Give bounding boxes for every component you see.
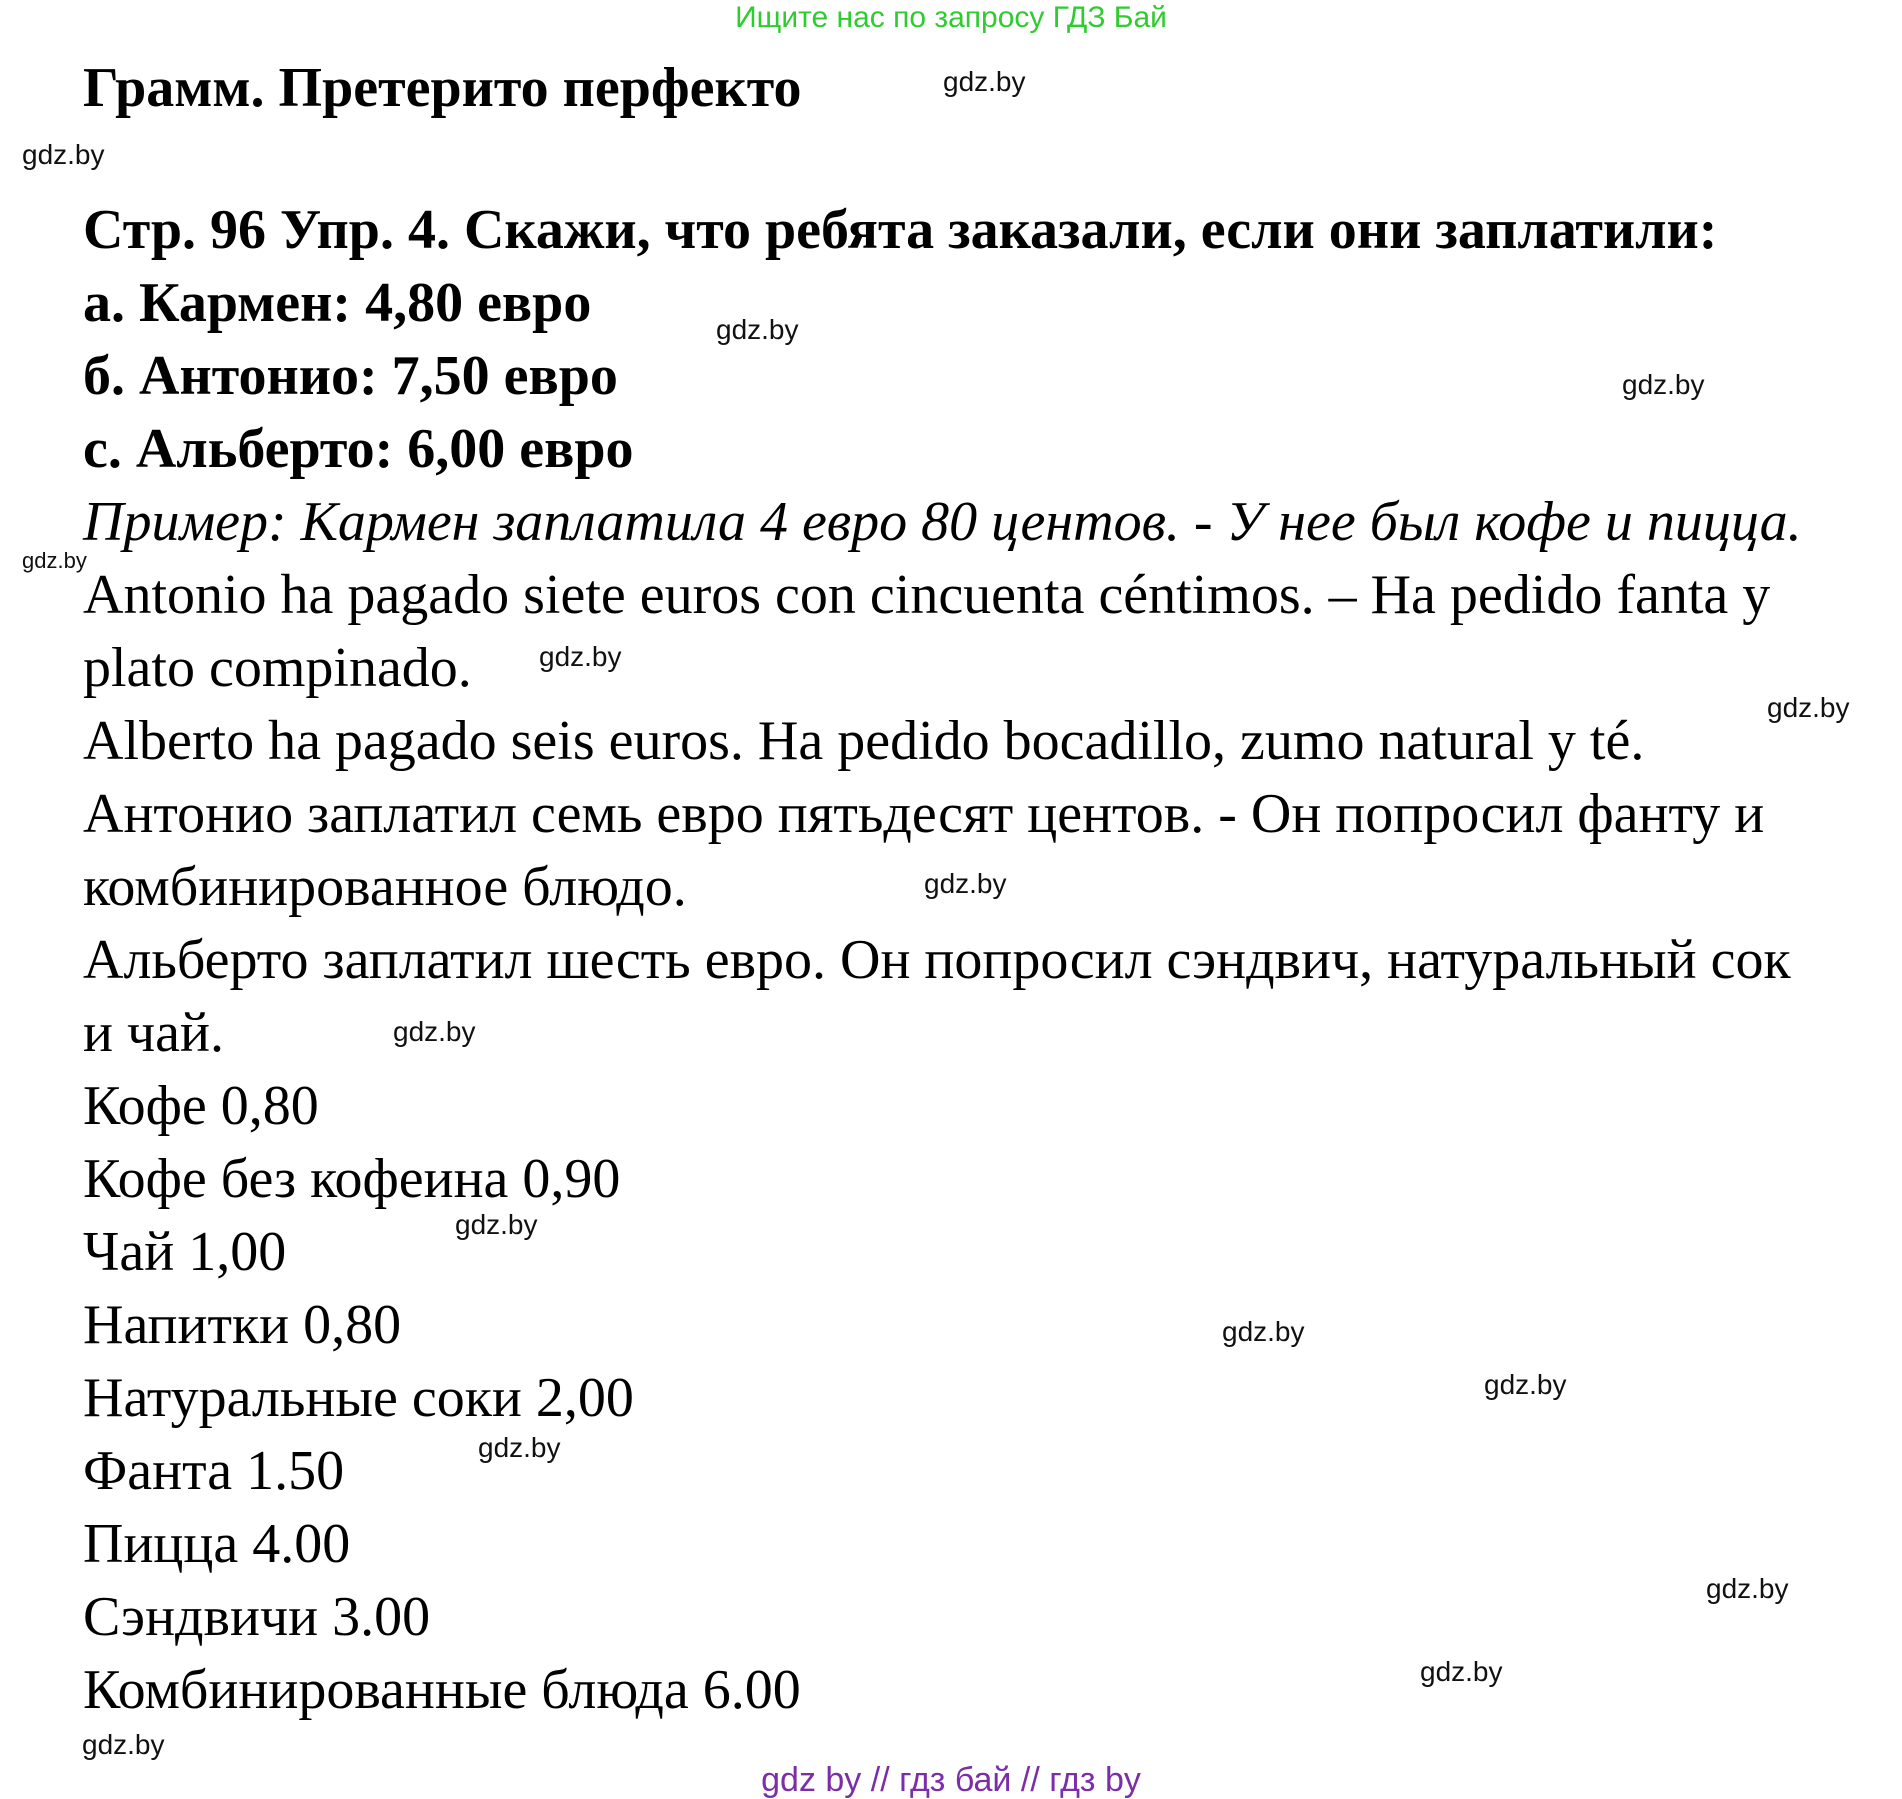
menu-item: Сэндвичи 3.00 [83, 1586, 431, 1648]
watermark: gdz.by [82, 1729, 165, 1760]
footer-links: gdz by // гдз бай // гдз by [761, 1761, 1141, 1799]
watermark: gdz.by [539, 641, 622, 672]
watermark: gdz.by [455, 1209, 538, 1240]
menu-item: Напитки 0,80 [83, 1294, 402, 1356]
answer-line: и чай. [83, 1002, 224, 1064]
watermark: gdz.by [1622, 369, 1705, 400]
answer-line: Антонио заплатил семь евро пятьдесят центов. - Он попросил фанту и [83, 783, 1765, 845]
answer-line: комбинированное блюдо. [83, 856, 687, 918]
exercise-header: Стр. 96 Упр. 4. Скажи, что ребята заказали, если они заплатили: [83, 199, 1718, 261]
answer-line: plato compinado. [83, 637, 472, 699]
watermark: gdz.by [924, 868, 1007, 899]
answer-line: Antonio ha pagado siete euros con cincuenta céntimos. – Ha pedido fanta y [83, 564, 1771, 626]
exercise-item: с. Альберто: 6,00 евро [83, 418, 634, 480]
watermark: gdz.by [22, 548, 87, 573]
watermark: gdz.by [1484, 1369, 1567, 1400]
watermark: gdz.by [716, 314, 799, 345]
menu-item: Пицца 4.00 [83, 1513, 351, 1575]
menu-item: Кофе без кофеина 0,90 [83, 1148, 621, 1210]
menu-item: Кофе 0,80 [83, 1075, 319, 1137]
menu-item: Чай 1,00 [83, 1221, 287, 1283]
watermark: gdz.by [1222, 1316, 1305, 1347]
menu-item: Натуральные соки 2,00 [83, 1367, 634, 1429]
watermark: gdz.by [943, 66, 1026, 97]
page-title: Грамм. Претерито перфекто [83, 57, 802, 119]
watermark: gdz.by [393, 1016, 476, 1047]
watermark: gdz.by [1420, 1656, 1503, 1687]
watermark: gdz.by [1706, 1573, 1789, 1604]
answer-line: Alberto ha pagado seis euros. Ha pedido bocadillo, zumo natural y té. [83, 710, 1645, 772]
exercise-item: а. Кармен: 4,80 евро [83, 272, 592, 334]
answer-line: Альберто заплатил шесть евро. Он попросил сэндвич, натуральный сок [83, 929, 1791, 991]
watermark: gdz.by [478, 1432, 561, 1463]
menu-item: Комбинированные блюда 6.00 [83, 1659, 801, 1721]
exercise-item: б. Антонио: 7,50 евро [83, 345, 618, 407]
top-banner: Ищите нас по запросу ГДЗ Бай [735, 1, 1167, 34]
menu-item: Фанта 1.50 [83, 1440, 345, 1502]
watermark: gdz.by [22, 139, 105, 170]
watermark: gdz.by [1767, 692, 1850, 723]
exercise-example: Пример: Кармен заплатила 4 евро 80 центов. - У нее был кофе и пицца. [83, 491, 1802, 553]
